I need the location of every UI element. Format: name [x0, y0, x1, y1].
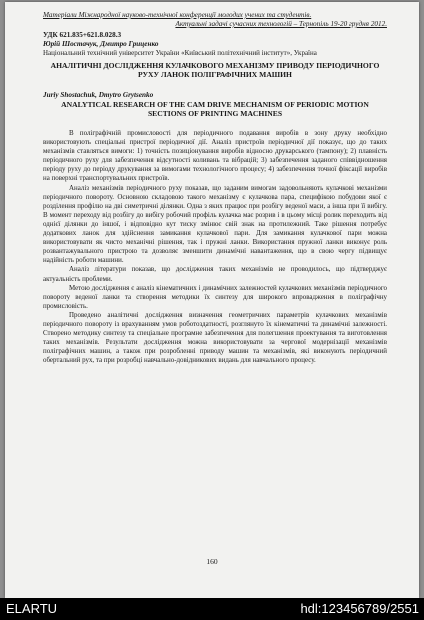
paragraph: Метою дослідження є аналіз кінематичних і динамічних залежностей кулачкових механізмів періодичного повороту веденої ланки та створення методики їх синтезу для широкого впровадження в поліграфічну промисловість. [43, 283, 387, 310]
paragraph: Аналіз механізмів періодичного руху показав, що заданим вимогам задовольняють кулачкові механізми періодичного повороту. Основною складовою такого механізму є кулачкова пара, специфікою побудови якої є розділення профілю на дві симетричні ділянки. Одна з яких працює при розбігу веденої маси, а інша при її вибігу. В момент переходу від розбігу до вибігу робочий профіль кулачка має розрив і в цьому місці ролик переходить від однієї ділянки до іншої, і відповідно кут тиску змінює свій знак на протилежний. Таке рішення потребує додаткових ланок для здійснення замикання кулачкової пари. Для замикання кулачкової пари можна використовувати як чисто механічні рішення, так і пружні ланки. Використання пружної ланки виконує роль розвантажувального пристрою та дозволяє зменшити динамічні навантаження, що в свою чергу підвищує надійність роботи машини. [43, 183, 387, 265]
title-en: ANALYTICAL RESEARCH OF THE CAM DRIVE MECHANISM OF PERIODIC MOTION SECTIONS OF PRINTING MACHINES [61, 100, 369, 118]
authors-ua: Юрій Шостачук, Дмитро Гриценко [43, 40, 159, 48]
article-body [43, 129, 387, 365]
title-ua: АНАЛІТИЧНІ ДОСЛІДЖЕННЯ КУЛАЧКОВОГО МЕХАНІЗМУ ПРИВОДУ ПЕРІОДИЧНОГО РУХУ ЛАНОК ПОЛІГРАФІЧНИХ МАШИН [50, 61, 380, 79]
page-content [43, 11, 387, 365]
repository-name-label: ELARTU [6, 601, 58, 616]
document-page [5, 2, 419, 598]
handle-identifier-label: hdl:123456789/2551 [300, 601, 419, 616]
repository-footer-bar [0, 598, 424, 620]
paragraph: Аналіз літератури показав, що дослідження таких механізмів не проводилось, що підтверджує актуальність проблеми. [43, 265, 387, 283]
page-number: 160 [206, 557, 218, 566]
authors-en: Juriy Shostachuk, Dmytro Grytsenko [43, 91, 154, 99]
running-header-line1: Матеріали Міжнародної науково-технічної конференції молодих учених та студентів. [43, 11, 312, 19]
udk-code: УДК 621.835+621.8.028.3 [43, 31, 122, 39]
paragraph: В поліграфічній промисловості для періодичного подавання виробів в зону друку необхідно використовують спеціальні пристрої періодичної дії. Аналіз пристроїв періодичної дії показує, що до таких механізмів ставляться вимоги: 1) точність позиціонування виробів відносно друкарського (тампону); 2) плавність періодичного руху для забезпечення відсутності коливань та вібрацій; 3) забезпечення заданого співвідношення періоду руху до періоду друкування за вимогами технологічного процесу; 4) забезпечення точної фіксації виробів на поверхні транспортувальних пристроїв. [43, 129, 387, 183]
running-header-line2: Актуальні задачі сучасних технологій – Тернопіль 19-20 грудня 2012. [175, 20, 387, 28]
affiliation: Національний технічний університет України «Київський політехнічний інститут», Україна [43, 49, 317, 57]
paragraph: Проведено аналітичні дослідження визначення геометричних параметрів кулачкових механізмів періодичного повороту із врахуванням умов роботоздатності, розглянуто їх кінематичні та динамічні залежності. Створено методику синтезу та спеціальне програмне забезпечення для полегшення проектування та виготовлення таких механізмів. Результати дослідження можна використовувати за чергової модернізації механізмів поліграфічних машин, а також при розробленні приводу машин та механізмів, які виконують періодичний обертальний рух, та при розробці навчально-довідникових видань для навчального процесу. [43, 310, 387, 365]
